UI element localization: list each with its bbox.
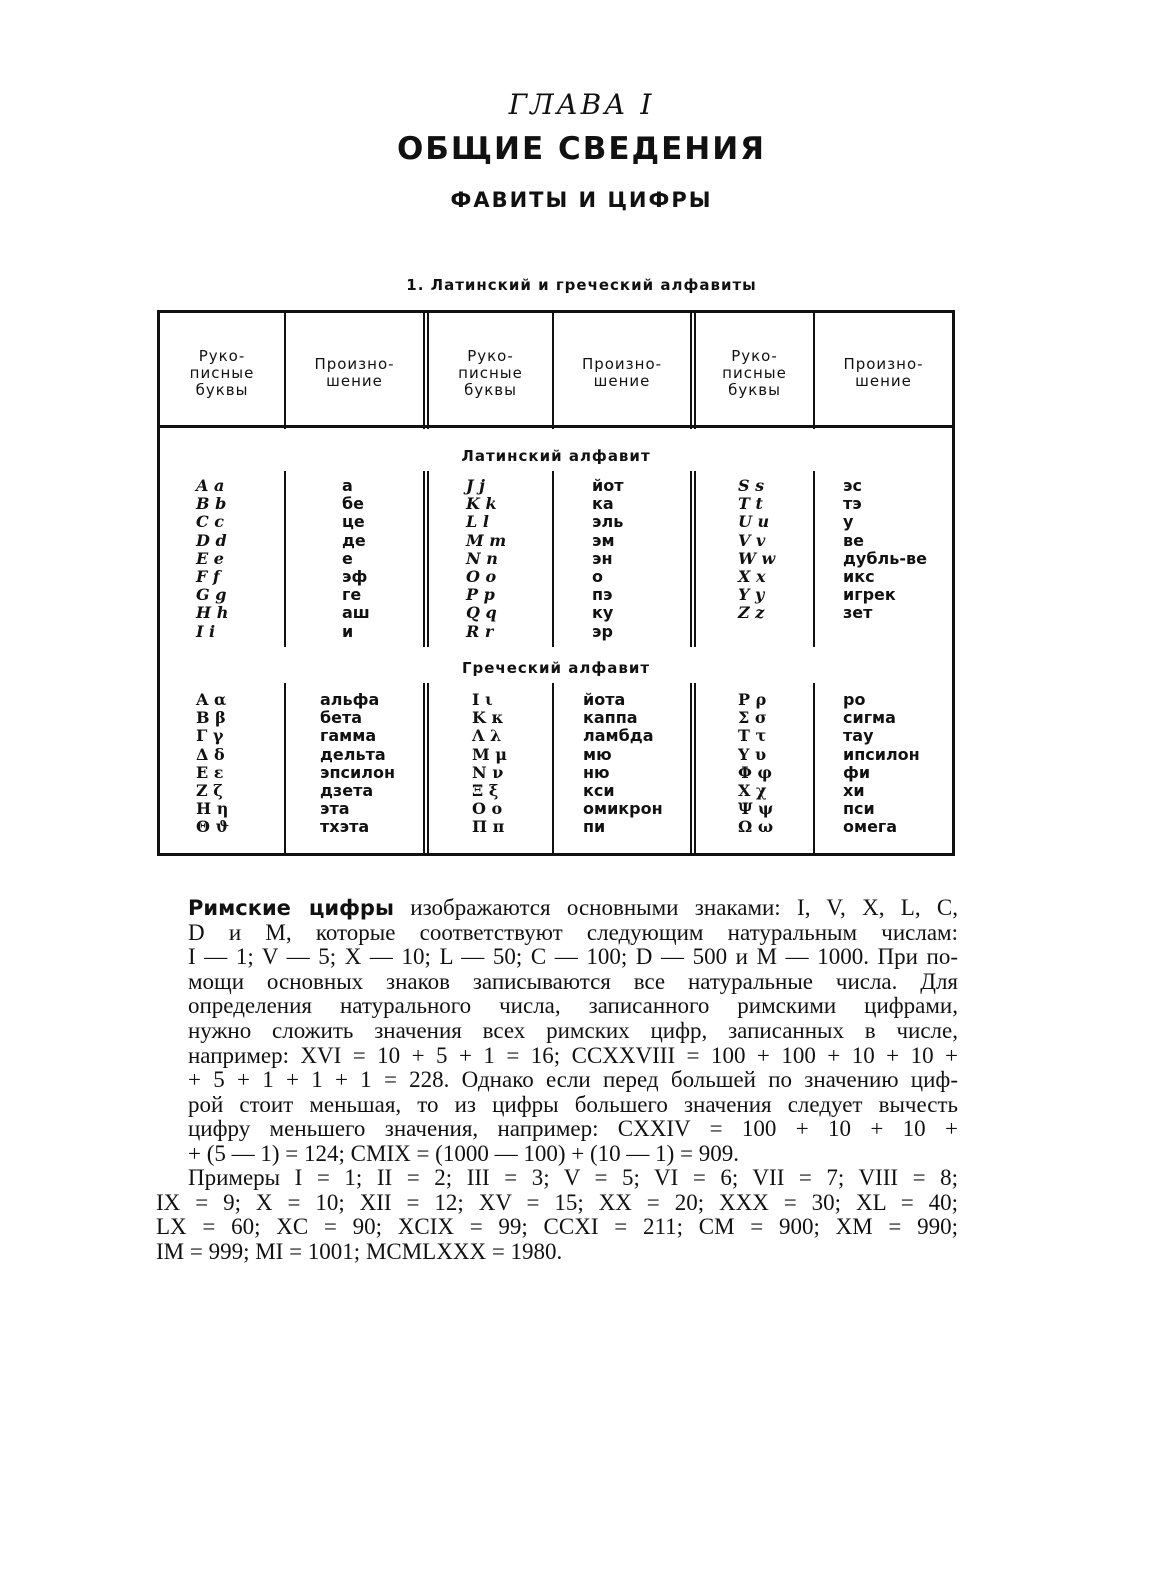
list-item: бе [342,494,365,514]
list-item: Τ τ [738,726,767,746]
paragraph-line: нужно сложить значения всех римских цифр, записанных в числе, [188,1017,958,1043]
greek-pron-col-1 [320,691,395,837]
paragraph-line: Римские цифры изображаются основными знаками: I, V, X, L, C, [188,895,958,920]
list-item: J j [466,476,485,495]
list-item: Φ φ [738,762,772,782]
list-item: ге [342,585,362,605]
list-item: Ρ ρ [738,690,767,709]
list-item: о [592,566,603,586]
list-item: ве [843,530,864,550]
list-item: пи [583,817,606,837]
header-pronunciation-1: Произно- шение [314,355,395,390]
paragraph-line: + 5 + 1 + 1 + 1 = 228. Однако если перед большей по значению циф- [188,1067,958,1093]
roman-numerals-lead: Римские цифры [188,896,394,920]
list-item: кси [583,780,615,800]
list-item: Ω ω [738,817,774,837]
list-item: Π π [472,817,505,837]
latin-letters-col-2 [466,477,506,641]
greek-letters-col-1 [196,691,229,837]
paragraph-line: цифру меньшего значения, например: CXXIV = 100 + 10 + 10 + [188,1116,958,1142]
list-item: T t [738,494,763,514]
paragraph-line: мощи основных знаков записываются все натуральные числа. Для [188,968,958,994]
list-item: пси [843,799,875,819]
list-item: W w [738,548,776,568]
list-item: Ι ι [472,690,493,709]
list-item: ню [583,762,610,782]
list-item: B b [196,494,227,514]
list-item: ипсилон [843,744,920,764]
list-item: Λ λ [472,726,502,746]
list-item: Σ σ [738,708,767,728]
list-item: гамма [320,726,377,746]
list-item: ро [843,690,866,709]
list-item: эс [843,476,862,495]
list-item: Θ ϑ [196,817,230,837]
header-pronunciation-2: Произно- шение [581,355,663,390]
list-item: омега [843,817,898,837]
paragraph-line: рой стоит меньшая, то из цифры большего значения следует вычесть [188,1091,958,1117]
list-item: P p [466,585,495,605]
list-item: R r [466,621,494,641]
section-subtitle: ФАВИТЫ И ЦИФРЫ [450,188,713,212]
latin-pron-col-2 [592,477,623,641]
list-item: C c [196,512,225,532]
list-item: йот [592,476,624,495]
latin-pron-col-3 [843,477,927,623]
list-item: и [342,621,354,641]
paragraph-line: например: XVI = 10 + 5 + 1 = 16; CCXXVIII = 100 + 100 + 10 + 10 + [188,1042,958,1068]
list-item: каппа [583,708,638,728]
list-item: альфа [320,690,380,709]
list-item: I i [196,621,216,641]
list-item: G g [196,585,227,605]
list-item: тхэта [320,817,370,837]
list-item: Δ δ [196,744,225,764]
list-item: аш [342,603,370,623]
list-item: Κ κ [472,708,504,728]
paragraph-line: IM = 999; MI = 1001; MCMLXXX = 1980. [156,1238,563,1264]
list-item: тэ [843,494,862,514]
paragraph-line: Примеры I = 1; II = 2; III = 3; V = 5; VI = 6; VII = 7; VIII = 8; [188,1165,958,1190]
header-handwritten-2: Руко- писные буквы [458,346,523,399]
list-item: K k [466,494,497,514]
list-item: N n [466,548,498,568]
greek-letters-col-2 [472,691,507,837]
paragraph-line: IX = 9; X = 10; XII = 12; XV = 15; XX = 20; XXX = 30; XL = 40; [156,1189,958,1215]
list-item: Γ γ [196,726,224,746]
greek-pron-col-3 [843,691,920,837]
list-item: ку [592,603,614,623]
list-item: эн [592,548,613,568]
list-item: омикрон [583,799,663,819]
list-item: D d [196,530,227,550]
list-item: бета [320,708,363,728]
list-item: тау [843,726,874,746]
list-item: A a [196,476,225,495]
list-item: мю [583,744,612,764]
list-item: пэ [592,585,613,605]
header-pronunciation-3: Произно- шение [843,355,924,390]
list-item: икс [843,566,875,586]
list-item: Η η [196,799,229,819]
list-item: дзета [320,780,374,800]
paragraph-line: определения натурального числа, записанного римскими цифрами, [188,993,958,1019]
list-item: эф [342,566,368,586]
list-item: у [843,512,854,532]
greek-section-title: Греческий алфавит [461,659,651,677]
list-item: Z z [738,603,765,623]
list-item: йота [583,690,626,709]
list-item: F f [196,566,220,586]
list-item: Q q [466,603,497,623]
list-item: эта [320,799,350,819]
latin-letters-col-3 [738,477,775,623]
list-item: Ε ε [196,762,224,782]
list-item: эр [592,621,613,641]
header-handwritten-1: Руко- писные буквы [189,346,255,399]
list-item: зет [843,603,873,623]
list-item: эпсилон [320,762,395,782]
list-item: E e [196,548,224,568]
list-item: S s [738,476,765,495]
paragraph-line: + (5 — 1) = 124; CMIX = (1000 — 100) + (10 — 1) = 909. [188,1140,740,1166]
list-item: е [342,548,353,568]
list-item: L l [466,512,489,532]
list-item: ламбда [583,726,654,746]
list-item: фи [843,762,871,782]
list-item: Ν ν [472,762,504,782]
list-item: эм [592,530,615,550]
list-item: V v [738,530,766,550]
list-item: Ο ο [472,799,503,819]
list-item: Β β [196,708,226,728]
list-item: це [342,512,365,532]
greek-letters-col-3 [738,691,773,837]
list-item: сигма [843,708,896,728]
list-item: O o [466,566,497,586]
roman-examples-paragraph [156,1166,958,1264]
list-item: Ξ ξ [472,780,499,800]
roman-numerals-paragraph [188,896,958,1167]
greek-pron-col-2 [583,691,663,837]
list-item: Χ χ [738,780,767,800]
list-item: Α α [196,690,227,709]
list-item: Υ υ [738,744,767,764]
list-item: игрек [843,585,896,605]
paragraph-line: I — 1; V — 5; X — 10; L — 50; C — 100; D — 500 и M — 1000. При по- [188,944,958,970]
table-caption: 1. Латинский и греческий алфавиты [406,276,757,294]
alphabet-table [157,310,955,856]
list-item: Y y [738,585,765,605]
list-item: дубль-ве [843,548,927,568]
list-item: хи [843,780,865,800]
paragraph-line: D и M, которые соответствуют следующим натуральным числам: [188,919,958,945]
list-item: H h [196,603,229,623]
chapter-label: ГЛАВА I [508,88,655,121]
list-item: Ζ ζ [196,780,223,800]
paragraph-line: LX = 60; XC = 90; XCIX = 99; CCXI = 211; CM = 900; XM = 990; [156,1214,958,1240]
list-item: M m [466,530,507,550]
list-item: а [342,476,353,495]
list-item: Μ μ [472,744,507,764]
list-item: Ψ ψ [738,799,774,819]
list-item: дельта [320,744,386,764]
list-item: эль [592,512,624,532]
latin-section-title: Латинский алфавит [461,447,651,465]
chapter-title: ОБЩИЕ СВЕДЕНИЯ [396,131,767,167]
list-item: ка [592,494,614,514]
header-divider [160,425,952,428]
latin-pron-col-1 [342,477,370,641]
list-item: де [342,530,366,550]
header-handwritten-3: Руко- писные буквы [722,346,787,399]
list-item: U u [738,512,770,532]
list-item: X x [738,566,766,586]
latin-letters-col-1 [196,477,228,641]
